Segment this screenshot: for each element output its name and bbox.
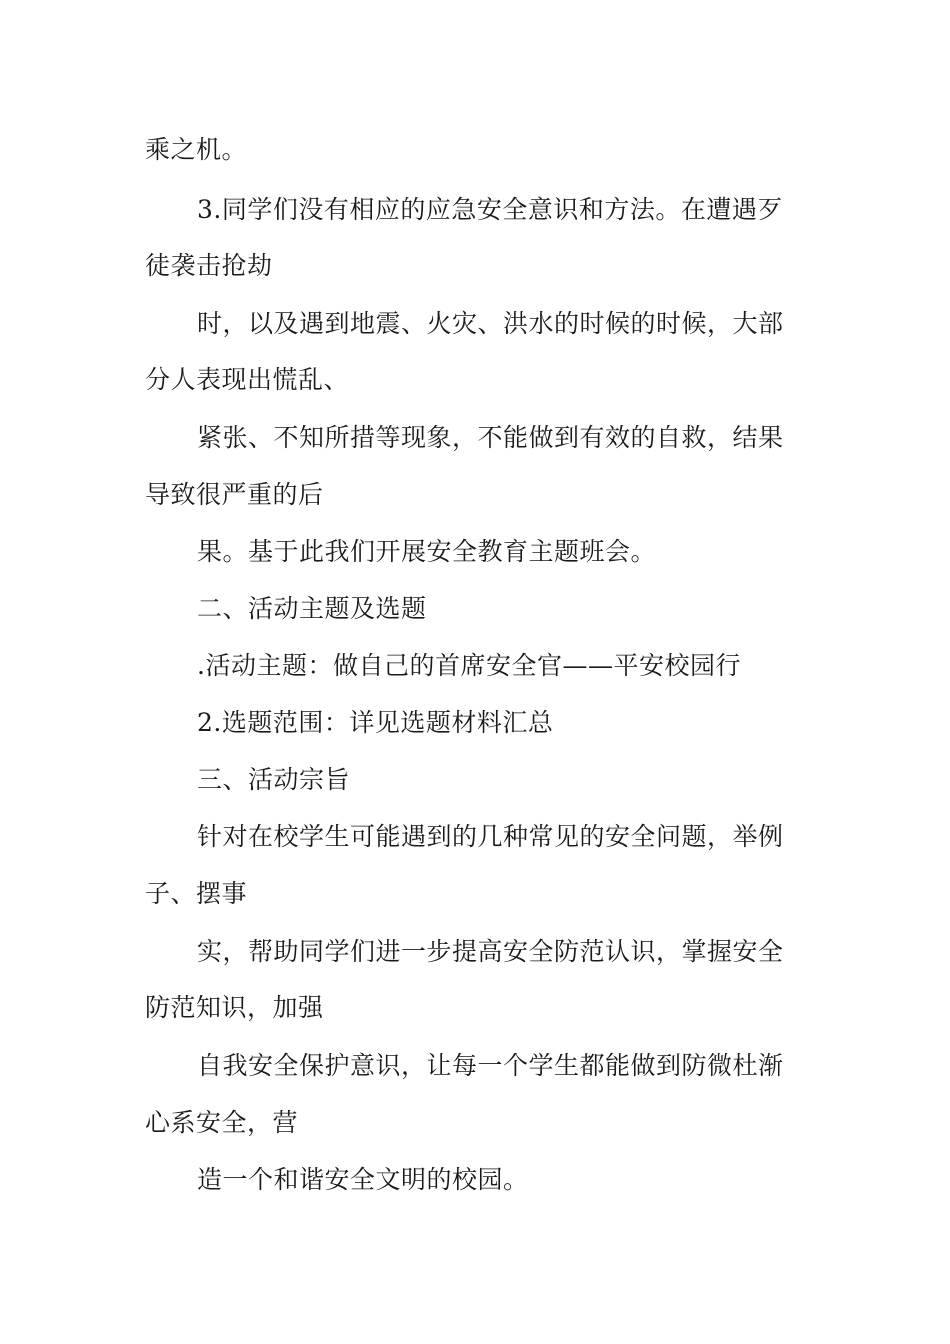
text-line: 子、摆事 bbox=[145, 879, 248, 908]
text-line: 2.选题范围：详见选题材料汇总 bbox=[197, 708, 554, 737]
text-line: 3.同学们没有相应的应急安全意识和方法。在遭遇歹 bbox=[197, 195, 783, 224]
text-line: 自我安全保护意识，让每一个学生都能做到防微杜渐 bbox=[197, 1051, 784, 1080]
text-line: 时，以及遇到地震、火灾、洪水的时候的时候，大部 bbox=[197, 309, 784, 338]
text-line: 果。基于此我们开展安全教育主题班会。 bbox=[197, 537, 657, 566]
text-line: 造一个和谐安全文明的校园。 bbox=[197, 1165, 529, 1194]
text-line: 分人表现出慌乱、 bbox=[145, 365, 350, 394]
text-line: 针对在校学生可能遇到的几种常见的安全问题，举例 bbox=[197, 822, 784, 851]
section-heading: 二、活动主题及选题 bbox=[197, 594, 427, 623]
text-line: 防范知识，加强 bbox=[145, 993, 324, 1022]
text-line: 心系安全，营 bbox=[145, 1108, 299, 1137]
text-line: 实，帮助同学们进一步提高安全防范认识，掌握安全 bbox=[197, 937, 784, 966]
text-line: 紧张、不知所措等现象，不能做到有效的自救，结果 bbox=[197, 423, 784, 452]
text-line: 导致很严重的后 bbox=[145, 480, 324, 509]
text-line: 乘之机。 bbox=[145, 135, 248, 164]
text-line: .活动主题：做自己的首席安全官——平安校园行 bbox=[197, 651, 741, 680]
text-line: 徒袭击抢劫 bbox=[145, 251, 273, 280]
section-heading: 三、活动宗旨 bbox=[197, 765, 351, 794]
